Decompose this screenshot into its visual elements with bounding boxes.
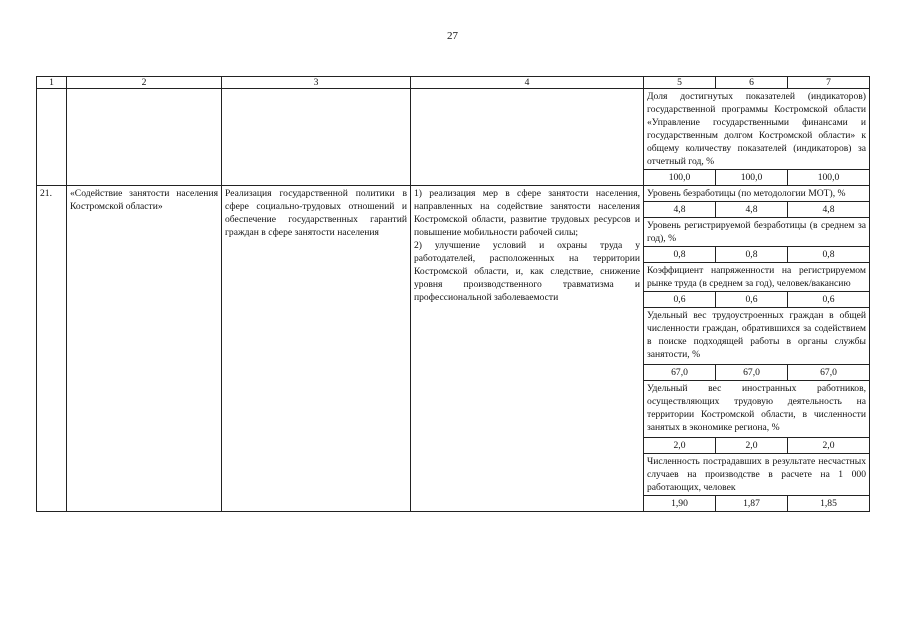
program-tasks: 1) реализация мер в сфере занятости населения, направленных на содействие занятости населения Костромской области, развитие трудовых ресурсов и повышение мобильности рабочей силы; 2) улучшение условий и охраны труда у работодателей, расположенных на территории Костромской области, и, как следствие, снижение уровня производственного травматизма и профессиональной заболеваемости — [411, 186, 644, 512]
program-goal: Реализация государственной политики в сфере социально-трудовых отношений и обеспечение государственных гарантий граждан в сфере занятости населения — [222, 186, 411, 512]
prev-num-cell — [37, 89, 67, 186]
indicator-value: 2,0 — [644, 438, 716, 454]
indicator-value: 0,6 — [716, 292, 788, 308]
indicator-value: 1,87 — [716, 496, 788, 512]
indicator-value: 100,0 — [644, 170, 716, 186]
indicator-value: 100,0 — [716, 170, 788, 186]
indicator-value: 67,0 — [716, 365, 788, 381]
indicator-value: 1,85 — [788, 496, 870, 512]
col-header-1: 1 — [37, 77, 67, 89]
indicator-value: 100,0 — [788, 170, 870, 186]
program-name: «Содействие занятости населения Костромской области» — [67, 186, 222, 512]
indicator-value: 0,8 — [788, 247, 870, 263]
indicator-value: 0,6 — [788, 292, 870, 308]
indicator-value: 4,8 — [716, 202, 788, 218]
col-header-3: 3 — [222, 77, 411, 89]
indicator-value: 67,0 — [788, 365, 870, 381]
indicator-value: 0,6 — [644, 292, 716, 308]
program-number: 21. — [37, 186, 67, 512]
col-header-7: 7 — [788, 77, 870, 89]
indicator-text: Доля достигнутых показателей (индикаторов) государственной программы Костромской области «Управление государственными финансами и государственным долгом Костромской области» к общему количеству показателей (индикаторов) за отчетный год, % — [644, 89, 870, 170]
col-header-5: 5 — [644, 77, 716, 89]
indicator-value: 1,90 — [644, 496, 716, 512]
indicator-text: Коэффициент напряженности на регистрируемом рынке труда (в среднем за год), человек/вакансию — [644, 263, 870, 292]
indicator-text: Удельный вес иностранных работников, осуществляющих трудовую деятельность на территории Костромской области, в численности занятых в экономике региона, % — [644, 381, 870, 438]
prev-goal-cell — [222, 89, 411, 186]
table-row — [37, 186, 870, 202]
header-row — [37, 77, 870, 89]
col-header-6: 6 — [716, 77, 788, 89]
indicator-value: 0,8 — [716, 247, 788, 263]
program-indicators-table — [36, 76, 870, 512]
prev-name-cell — [67, 89, 222, 186]
indicator-value: 0,8 — [644, 247, 716, 263]
col-header-4: 4 — [411, 77, 644, 89]
col-header-2: 2 — [67, 77, 222, 89]
table-row — [37, 89, 870, 170]
indicator-value: 4,8 — [788, 202, 870, 218]
indicator-value: 4,8 — [644, 202, 716, 218]
indicator-value: 2,0 — [716, 438, 788, 454]
prev-tasks-cell — [411, 89, 644, 186]
indicator-text: Уровень безработицы (по методологии МОТ), % — [644, 186, 870, 202]
page-number: 27 — [447, 30, 458, 42]
indicator-text: Численность пострадавших в результате несчастных случаев на производстве в расчете на 1 000 работающих, человек — [644, 454, 870, 496]
indicator-text: Уровень регистрируемой безработицы (в среднем за год), % — [644, 218, 870, 247]
indicator-value: 67,0 — [644, 365, 716, 381]
indicator-text: Удельный вес трудоустроенных граждан в общей численности граждан, обратившихся за содействием в поиске подходящей работы в органы службы занятости, % — [644, 308, 870, 365]
indicator-value: 2,0 — [788, 438, 870, 454]
